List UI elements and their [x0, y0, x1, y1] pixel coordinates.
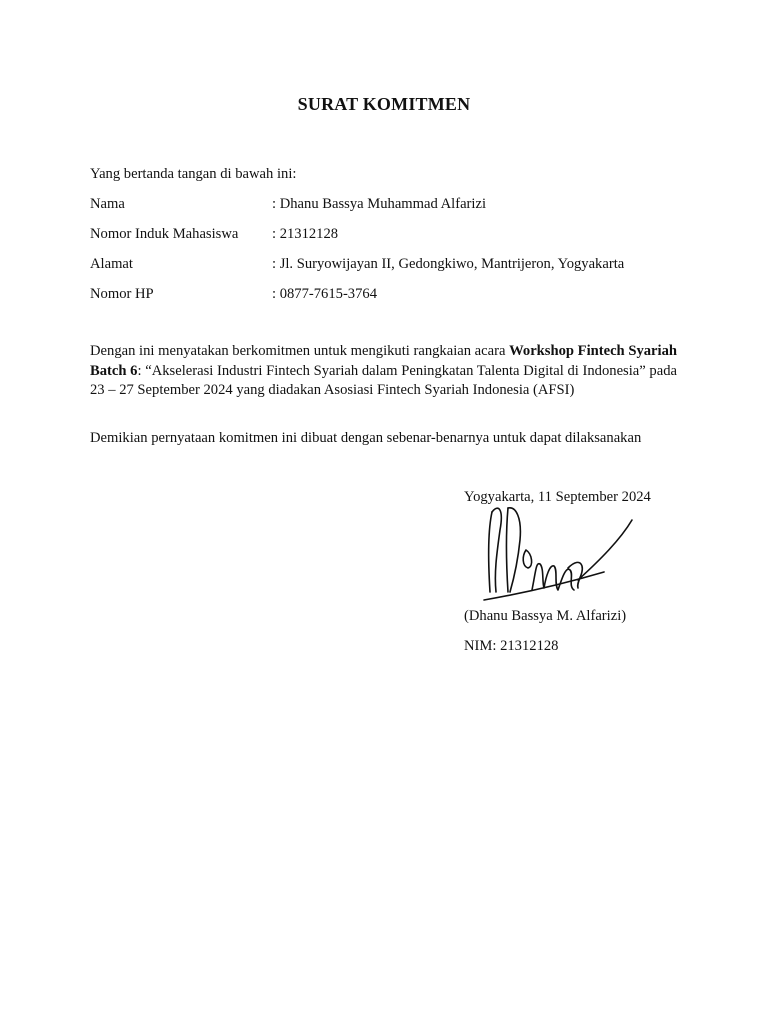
field-value: : 0877-7615-3764 — [272, 286, 377, 302]
signer-nim: NIM: 21312128 — [464, 638, 559, 654]
place-date: Yogyakarta, 11 September 2024 — [464, 489, 651, 505]
closing-text: Demikian pernyataan komitmen ini dibuat dengan sebenar-benarnya untuk dapat dilaksanakan — [90, 430, 642, 446]
field-row-phone — [90, 286, 690, 306]
field-label: Nama — [90, 196, 125, 212]
intro-text: Yang bertanda tangan di bawah ini: — [90, 166, 297, 182]
field-label: Alamat — [90, 256, 133, 272]
document-title: SURAT KOMITMEN — [297, 94, 471, 114]
field-row-nim — [90, 226, 690, 246]
field-value: : Jl. Suryowijayan II, Gedongkiwo, Mantrijeron, Yogyakarta — [272, 256, 625, 272]
statement-prefix: Dengan ini menyatakan berkomitmen untuk mengikuti rangkaian acara — [90, 343, 510, 359]
commitment-statement — [90, 342, 677, 401]
field-value: : Dhanu Bassya Muhammad Alfarizi — [272, 196, 486, 212]
field-label: Nomor Induk Mahasiswa — [90, 226, 239, 242]
field-row-address — [90, 256, 690, 276]
signer-name: (Dhanu Bassya M. Alfarizi) — [464, 608, 627, 624]
handwritten-signature — [470, 500, 640, 610]
statement-suffix: : “Akselerasi Industri Fintech Syariah dalam Peningkatan Talenta Digital di Indonesia” pada 23 – 27 September 2024 yang diadakan Asosiasi Fintech Syariah Indonesia (AFSI) — [90, 362, 677, 398]
event-name: Workshop Fintech Syariah Batch 6 — [90, 343, 677, 379]
field-label: Nomor HP — [90, 286, 154, 302]
field-row-name — [90, 196, 690, 216]
field-value: : 21312128 — [272, 226, 339, 242]
